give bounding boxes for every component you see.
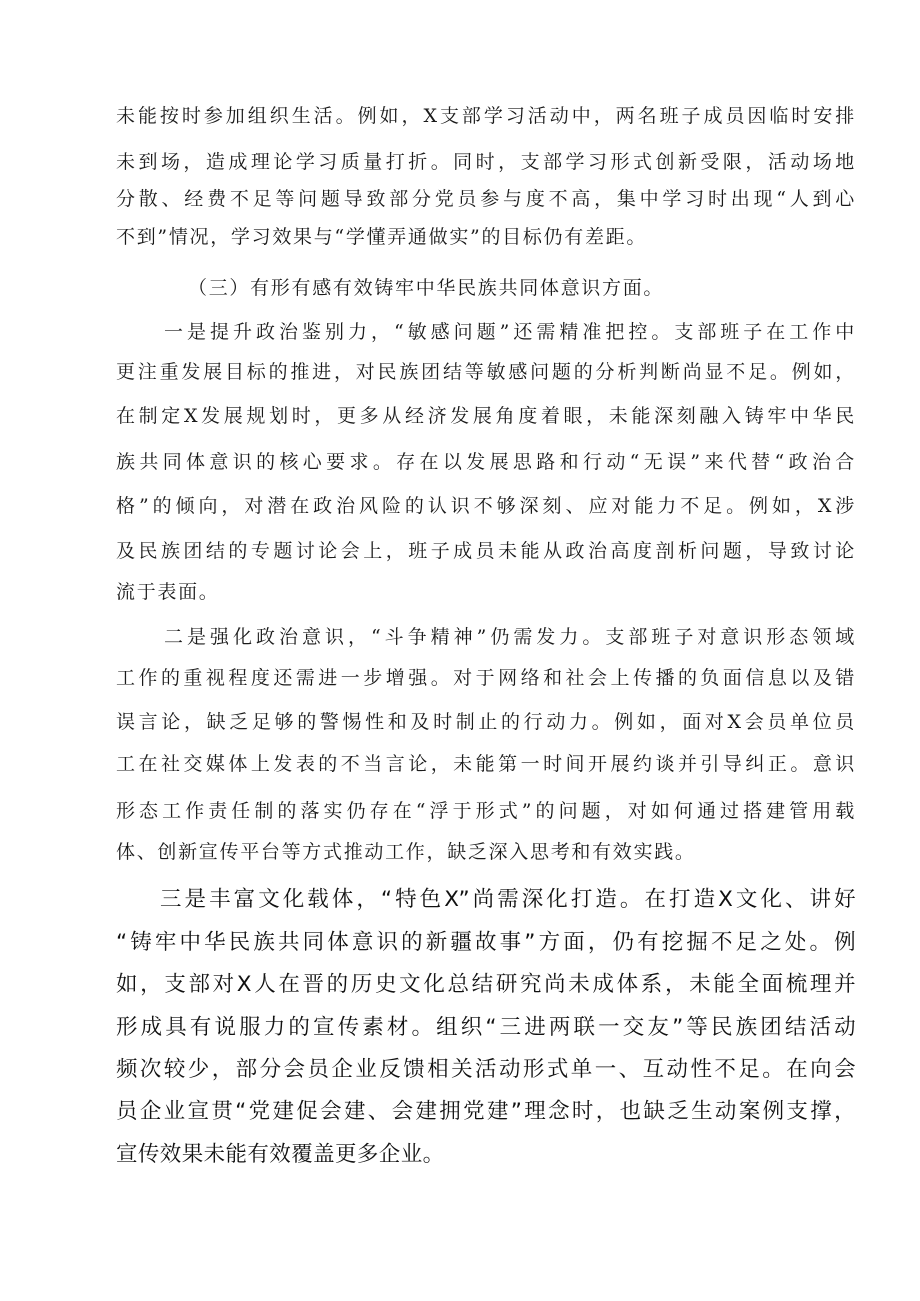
paragraph-line: 体、创新宣传平台等方式推动工作，缺乏深入思考和有效实践。 <box>116 841 696 863</box>
paragraph-line: 工在社交媒体上发表的不当言论，未能第一时间开展约谈并引导纠正。意识 <box>116 753 856 775</box>
paragraph-line: 形成具有说服力的宣传素材。组织“三进两联一交友”等民族团结活动 <box>116 1015 856 1040</box>
paragraph-line: 族共同体意识的核心要求。存在以发展思路和行动“无误”来代替“政治合 <box>116 451 856 473</box>
paragraph-line: “铸牢中华民族共同体意识的新疆故事”方面，仍有挖掘不足之处。例 <box>116 930 856 955</box>
paragraph-line: 三是丰富文化载体，“特色X”尚需深化打造。在打造X文化、讲好 <box>160 887 856 912</box>
paragraph-line: 工作的重视程度还需进一步增强。对于网络和社会上传播的负面信息以及错 <box>116 667 856 689</box>
paragraph-line: 二是强化政治意识，“斗争精神”仍需发力。支部班子对意识形态领域 <box>164 626 856 648</box>
paragraph-line: 员企业宣贯“党建促会建、会建拥党建”理念时，也缺乏生动案例支撑， <box>116 1099 856 1124</box>
paragraph-line: 分散、经费不足等问题导致部分党员参与度不高，集中学习时出现“人到心 <box>116 188 856 210</box>
paragraph-line: 未到场，造成理论学习质量打折。同时，支部学习形式创新受限，活动场地 <box>116 151 856 173</box>
paragraph-line: 更注重发展目标的推进，对民族团结等敏感问题的分析判断尚显不足。例如， <box>116 361 856 383</box>
paragraph-line: 格”的倾向，对潜在政治风险的认识不够深刻、应对能力不足。例如，X涉 <box>116 495 856 517</box>
paragraph-line: 未能按时参加组织生活。例如，X支部学习活动中，两名班子成员因临时安排 <box>116 105 856 127</box>
paragraph-line: 流于表面。 <box>116 581 220 603</box>
paragraph-line: 一是提升政治鉴别力，“敏感问题”还需精准把控。支部班子在工作中 <box>164 321 856 343</box>
paragraph-line: 如，支部对X人在晋的历史文化总结研究尚未成体系，未能全面梳理并 <box>116 972 856 997</box>
paragraph-line: 在制定X发展规划时，更多从经济发展角度着眼，未能深刻融入铸牢中华民 <box>116 405 856 427</box>
section-heading: （三）有形有感有效铸牢中华民族共同体意识方面。 <box>188 277 665 299</box>
paragraph-line: 宣传效果未能有效覆盖更多企业。 <box>116 1142 445 1167</box>
paragraph-line: 及民族团结的专题讨论会上，班子成员未能从政治高度剖析问题，导致讨论 <box>116 540 856 562</box>
paragraph-line: 频次较少，部分会员企业反馈相关活动形式单一、互动性不足。在向会 <box>116 1057 856 1082</box>
paragraph-line: 误言论，缺乏足够的警惕性和及时制止的行动力。例如，面对X会员单位员 <box>116 711 856 733</box>
paragraph-line: 形态工作责任制的落实仍存在“浮于形式”的问题，对如何通过搭建管用载 <box>116 800 856 822</box>
paragraph-line: 不到”情况，学习效果与“学懂弄通做实”的目标仍有差距。 <box>116 226 648 248</box>
